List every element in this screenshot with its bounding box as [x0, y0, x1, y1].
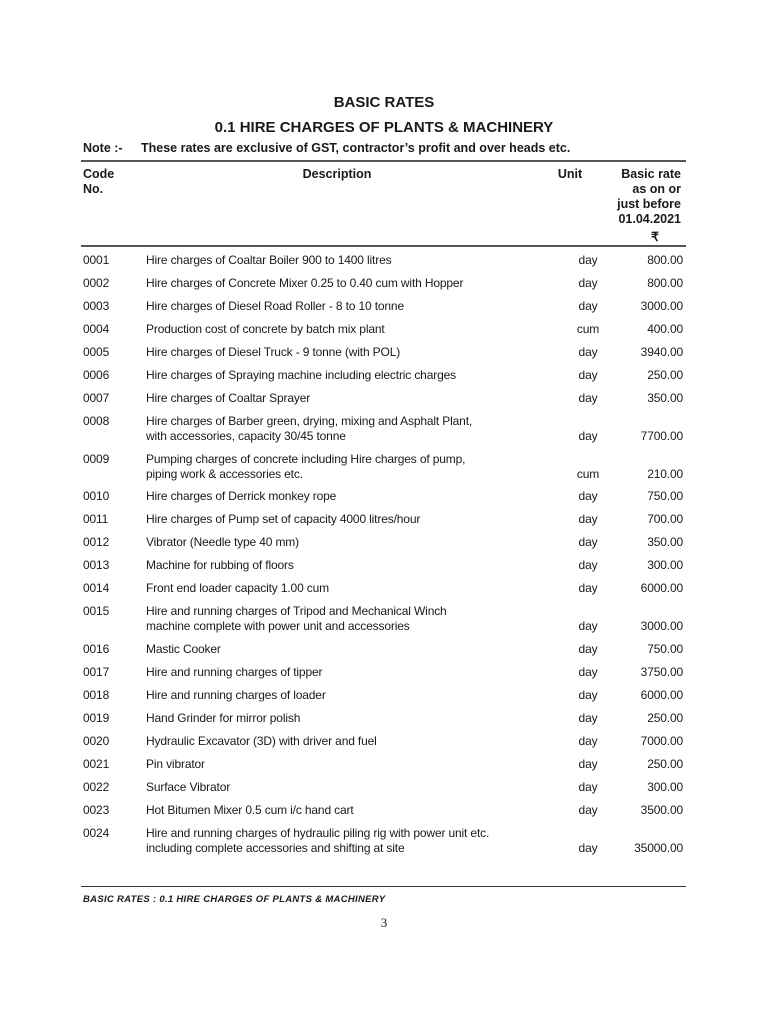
- table-header: [83, 167, 683, 244]
- item-code: 0008: [83, 414, 110, 428]
- running-footer: BASIC RATES : 0.1 HIRE CHARGES OF PLANTS & MACHINERY: [83, 894, 386, 905]
- item-unit: day: [578, 687, 598, 702]
- item-code: 0017: [83, 664, 110, 679]
- col-code: [83, 167, 133, 197]
- col-rate-line4: 01.04.2021: [618, 212, 681, 226]
- item-description-line2: with accessories, capacity 30/45 tonne: [146, 429, 346, 443]
- item-rate: 400.00: [647, 322, 683, 336]
- item-description: [146, 780, 566, 803]
- item-description-line1: Hire charges of Concrete Mixer 0.25 to 0.40 cum with Hopper: [146, 276, 464, 290]
- table-row: [83, 512, 685, 535]
- item-description-line1: Mastic Cooker: [146, 641, 221, 656]
- item-rate: 750.00: [647, 641, 683, 656]
- item-unit: day: [578, 299, 598, 313]
- item-description-line1: Hire charges of Diesel Road Roller - 8 to 10 tonne: [146, 299, 404, 313]
- item-description-line1: Hire charges of Diesel Truck - 9 tonne (with POL): [146, 345, 401, 359]
- table-row: [83, 535, 685, 558]
- table-row: [83, 391, 685, 414]
- item-code: 0015: [83, 604, 110, 618]
- item-code: 0009: [83, 451, 110, 466]
- item-description-line1: Hire and running charges of Tripod and Mechanical Winch: [146, 604, 447, 618]
- item-code: 0004: [83, 322, 110, 336]
- item-code: 0023: [83, 802, 110, 817]
- item-unit: day: [578, 368, 598, 382]
- item-description-line1: Pumping charges of concrete including Hire charges of pump,: [146, 451, 466, 466]
- item-code: 0021: [83, 756, 110, 771]
- header-bottom-rule: [81, 245, 686, 247]
- item-code: 0003: [83, 299, 110, 313]
- table-row: [83, 803, 685, 826]
- item-code: 0007: [83, 391, 110, 405]
- item-code: 0005: [83, 345, 110, 359]
- item-rate: 3940.00: [640, 345, 683, 359]
- item-code: 0002: [83, 276, 110, 290]
- table-row: [83, 452, 685, 490]
- item-code: 0006: [83, 368, 110, 382]
- item-description-line1: Vibrator (Needle type 40 mm): [146, 535, 299, 549]
- table-row: [83, 276, 685, 299]
- item-description-line1: Hire and running charges of tipper: [146, 664, 323, 679]
- item-description: [146, 558, 566, 581]
- item-unit: day: [578, 733, 598, 748]
- item-description: [146, 414, 566, 452]
- item-unit: cum: [576, 466, 600, 481]
- table-row: [83, 757, 685, 780]
- item-code: 0016: [83, 641, 110, 656]
- item-unit: day: [578, 429, 598, 443]
- item-description-line1: Hire charges of Pump set of capacity 4000 litres/hour: [146, 512, 421, 526]
- item-unit: day: [578, 391, 598, 405]
- header-top-rule: [81, 160, 686, 162]
- item-unit: day: [578, 581, 598, 595]
- item-description-line1: Hire charges of Spraying machine including electric charges: [146, 368, 456, 382]
- item-rate: 3500.00: [640, 802, 683, 817]
- table-row: [83, 489, 685, 512]
- item-code: 0011: [83, 512, 109, 526]
- col-basic-rate: [605, 167, 681, 245]
- item-unit: day: [578, 664, 598, 679]
- item-rate: 250.00: [647, 710, 683, 725]
- item-unit: day: [578, 840, 598, 855]
- item-code: 0013: [83, 558, 110, 572]
- col-rate-line1: Basic rate: [621, 167, 681, 181]
- table-row: [83, 665, 685, 688]
- item-code: 0018: [83, 687, 110, 702]
- item-description-line1: Hydraulic Excavator (3D) with driver and fuel: [146, 733, 377, 748]
- table-row: [83, 688, 685, 711]
- table-row: [83, 368, 685, 391]
- item-description-line1: Hire charges of Coaltar Boiler 900 to 1400 litres: [146, 253, 392, 267]
- item-description: [146, 642, 566, 665]
- table-row: [83, 604, 685, 642]
- item-description: [146, 322, 566, 345]
- col-code-line2: No.: [83, 182, 104, 196]
- item-rate: 350.00: [647, 391, 683, 405]
- table-row: [83, 642, 685, 665]
- item-rate: 35000.00: [634, 840, 683, 855]
- item-description: [146, 299, 566, 322]
- item-rate: 350.00: [647, 535, 683, 549]
- item-unit: cum: [576, 322, 600, 336]
- item-description-line1: Hire and running charges of loader: [146, 687, 326, 702]
- table-row: [83, 711, 685, 734]
- item-rate: 800.00: [647, 253, 683, 267]
- table-row: [83, 734, 685, 757]
- item-unit: day: [578, 489, 598, 503]
- item-description-line1: Front end loader capacity 1.00 cum: [146, 581, 330, 595]
- item-description-line2: including complete accessories and shifting at site: [146, 840, 405, 855]
- table-row: [83, 253, 685, 276]
- item-code: 0014: [83, 581, 110, 595]
- item-rate: 800.00: [647, 276, 683, 290]
- item-description-line1: Machine for rubbing of floors: [146, 558, 294, 572]
- table-row: [83, 558, 685, 581]
- col-rate-line3: just before: [617, 197, 681, 211]
- note-label: Note :-: [83, 141, 123, 155]
- item-description: [146, 581, 566, 604]
- item-description-line1: Hire charges of Derrick monkey rope: [146, 489, 337, 503]
- item-code: 0020: [83, 733, 110, 748]
- item-description-line1: Hire and running charges of hydraulic piling rig with power unit etc.: [146, 825, 490, 840]
- item-unit: day: [578, 619, 598, 633]
- item-rate: 300.00: [647, 558, 683, 572]
- footer-rule: [81, 886, 686, 887]
- item-code: 0019: [83, 710, 110, 725]
- item-unit: day: [578, 802, 598, 817]
- item-unit: day: [578, 276, 598, 290]
- item-code: 0012: [83, 535, 110, 549]
- item-rate: 3000.00: [640, 619, 683, 633]
- item-description: [146, 276, 566, 299]
- item-unit: day: [578, 710, 598, 725]
- item-rate: 3750.00: [640, 664, 683, 679]
- table-row: [83, 581, 685, 604]
- table-row: [83, 414, 685, 452]
- table-row: [83, 826, 685, 864]
- item-description-line2: piping work & accessories etc.: [146, 466, 303, 481]
- item-rate: 750.00: [647, 489, 683, 503]
- col-code-line1: Code: [83, 167, 115, 181]
- item-rate: 700.00: [647, 512, 683, 526]
- item-description-line1: Pin vibrator: [146, 756, 205, 771]
- item-description: [146, 688, 566, 711]
- item-rate: 300.00: [647, 779, 683, 794]
- table-row: [83, 780, 685, 803]
- item-description-line1: Hire charges of Barber green, drying, mixing and Asphalt Plant,: [146, 414, 473, 428]
- item-description-line1: Hire charges of Coaltar Sprayer: [146, 391, 311, 405]
- item-description: [146, 803, 566, 826]
- item-description-line1: Hot Bitumen Mixer 0.5 cum i/c hand cart: [146, 802, 354, 817]
- item-description: [146, 826, 566, 864]
- item-code: 0022: [83, 779, 110, 794]
- col-rate-line2: as on or: [632, 182, 681, 196]
- table-row: [83, 322, 685, 345]
- item-unit: day: [578, 512, 598, 526]
- item-description: [146, 253, 566, 276]
- item-description: [146, 711, 566, 734]
- item-unit: day: [578, 345, 598, 359]
- item-description: [146, 345, 566, 368]
- item-description: [146, 452, 566, 490]
- note: [83, 141, 570, 155]
- item-description: [146, 368, 566, 391]
- item-code: 0010: [83, 489, 110, 503]
- item-rate: 6000.00: [640, 581, 683, 595]
- section-title: 0.1 HIRE CHARGES OF PLANTS & MACHINERY: [214, 119, 554, 136]
- item-description: [146, 757, 566, 780]
- item-description-line1: Surface Vibrator: [146, 779, 231, 794]
- item-unit: day: [578, 756, 598, 771]
- item-unit: day: [578, 779, 598, 794]
- rates-table: [83, 253, 685, 863]
- item-rate: 6000.00: [640, 687, 683, 702]
- rupee-icon: ₹: [651, 230, 659, 244]
- table-row: [83, 299, 685, 322]
- item-unit: day: [578, 535, 598, 549]
- note-text: These rates are exclusive of GST, contractor’s profit and over heads etc.: [141, 141, 571, 155]
- item-description: [146, 535, 566, 558]
- page-title: BASIC RATES: [333, 94, 435, 111]
- item-rate: 210.00: [647, 466, 683, 481]
- item-rate: 7000.00: [640, 733, 683, 748]
- col-description: Description: [302, 167, 372, 181]
- item-rate: 7700.00: [640, 429, 683, 443]
- table-row: [83, 345, 685, 368]
- item-description-line2: machine complete with power unit and accessories: [146, 619, 410, 633]
- item-unit: day: [578, 641, 598, 656]
- item-rate: 250.00: [647, 368, 683, 382]
- item-description: [146, 604, 566, 642]
- item-description: [146, 512, 566, 535]
- item-unit: day: [578, 253, 598, 267]
- item-code: 0024: [83, 825, 110, 840]
- item-description: [146, 391, 566, 414]
- item-unit: day: [578, 558, 598, 572]
- col-unit: Unit: [557, 167, 583, 181]
- item-rate: 3000.00: [640, 299, 683, 313]
- item-description-line1: Hand Grinder for mirror polish: [146, 710, 301, 725]
- item-description-line1: Production cost of concrete by batch mix plant: [146, 322, 385, 336]
- item-description: [146, 734, 566, 757]
- item-description: [146, 489, 566, 512]
- item-code: 0001: [83, 253, 110, 267]
- item-description: [146, 665, 566, 688]
- item-rate: 250.00: [647, 756, 683, 771]
- page-number: 3: [380, 915, 388, 930]
